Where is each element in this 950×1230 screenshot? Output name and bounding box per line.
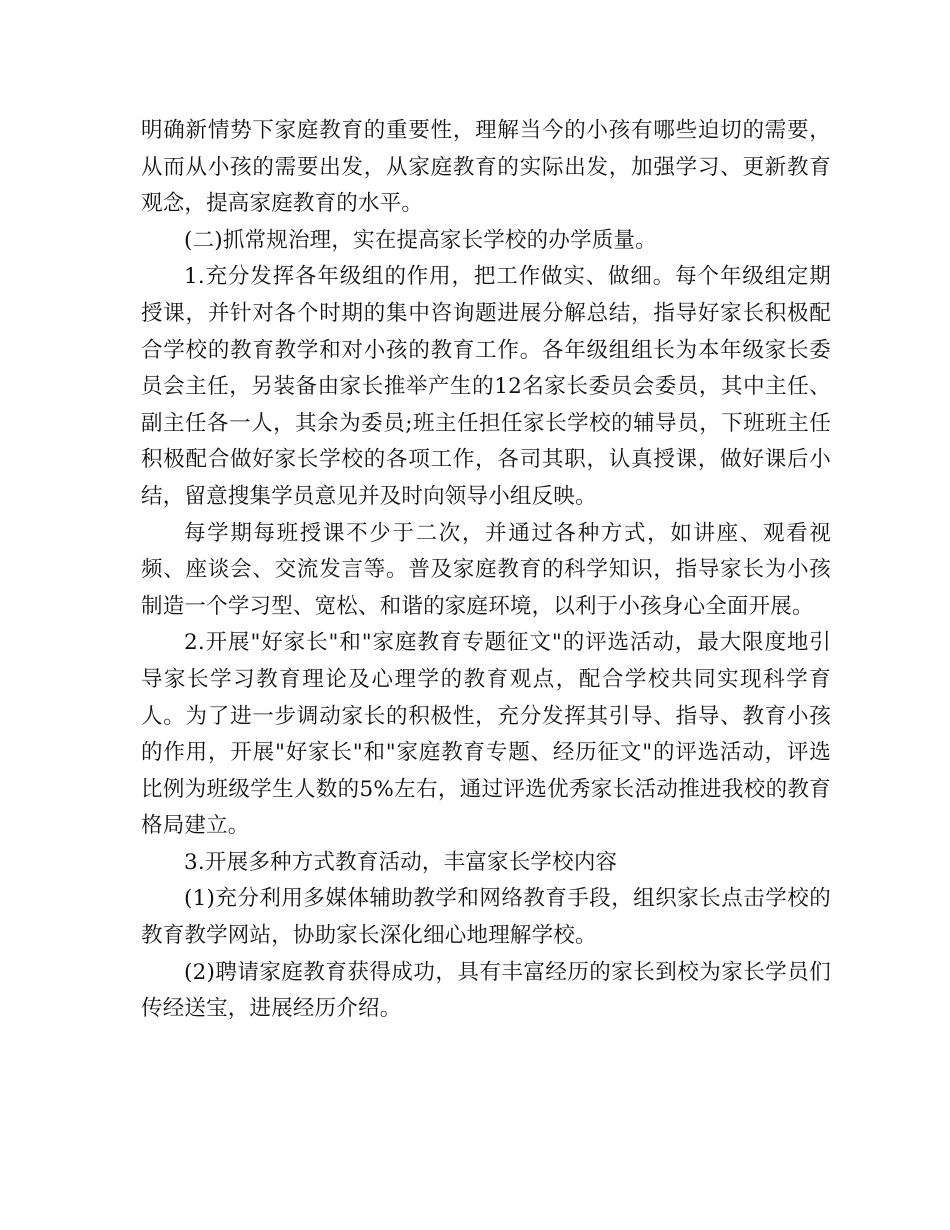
- paragraph-teaching: 每学期每班授课不少于二次，并通过各种方式，如讲座、观看视频、座谈会、交流发言等。普及家庭教育的科学知识，指导家长为小孩制造一个学习型、宽松、和谐的家庭环境，以利于小孩身心全面开展。: [141, 520, 831, 619]
- paragraph-subitem-1: (1)充分利用多媒体辅助教学和网络教育手段，组织家长点击学校的教育教学网站，协助家长深化细心地理解学校。: [141, 886, 831, 949]
- paragraph-item-1: 1.充分发挥各年级组的作用，把工作做实、做细。每个年级组定期授课，并针对各个时期的集中咨询题进展分解总结，指导好家长积极配合学校的教育教学和对小孩的教育工作。各年级组组长为本年级家长委员会主任，另装备由家长推举产生的12名家长委员会委员，其中主任、副主任各一人，其余为委员;班主任担任家长学校的辅导员，下班班主任积极配合做好家长学校的各项工作，各司其职，认真授课，做好课后小结，留意搜集学员意见并及时向领导小组反映。: [141, 264, 831, 509]
- document-body: [141, 113, 831, 1028]
- section-heading: (二)抓常规治理，实在提高家长学校的办学质量。: [184, 227, 657, 253]
- paragraph-continuation: 明确新情势下家庭教育的重要性，理解当今的小孩有哪些迫切的需要，从而从小孩的需要出发，从家庭教育的实际出发，加强学习、更新教育观念，提高家庭教育的水平。: [141, 118, 831, 217]
- paragraph-item-2: 2.开展"好家长"和"家庭教育专题征文"的评选活动，最大限度地引导家长学习教育理论及心理学的教育观点，配合学校共同实现科学育人。为了进一步调动家长的积极性，充分发挥其引导、指导、教育小孩的作用，开展"好家长"和"家庭教育专题、经历征文"的评选活动，评选比例为班级学生人数的5%左右，通过评选优秀家长活动推进我校的教育格局建立。: [141, 630, 831, 839]
- paragraph-item-3-heading: 3.开展多种方式教育活动，丰富家长学校内容: [184, 849, 618, 875]
- paragraph-subitem-2: (2)聘请家庭教育获得成功，具有丰富经历的家长到校为家长学员们传经送宝，进展经历介绍。: [141, 959, 831, 1022]
